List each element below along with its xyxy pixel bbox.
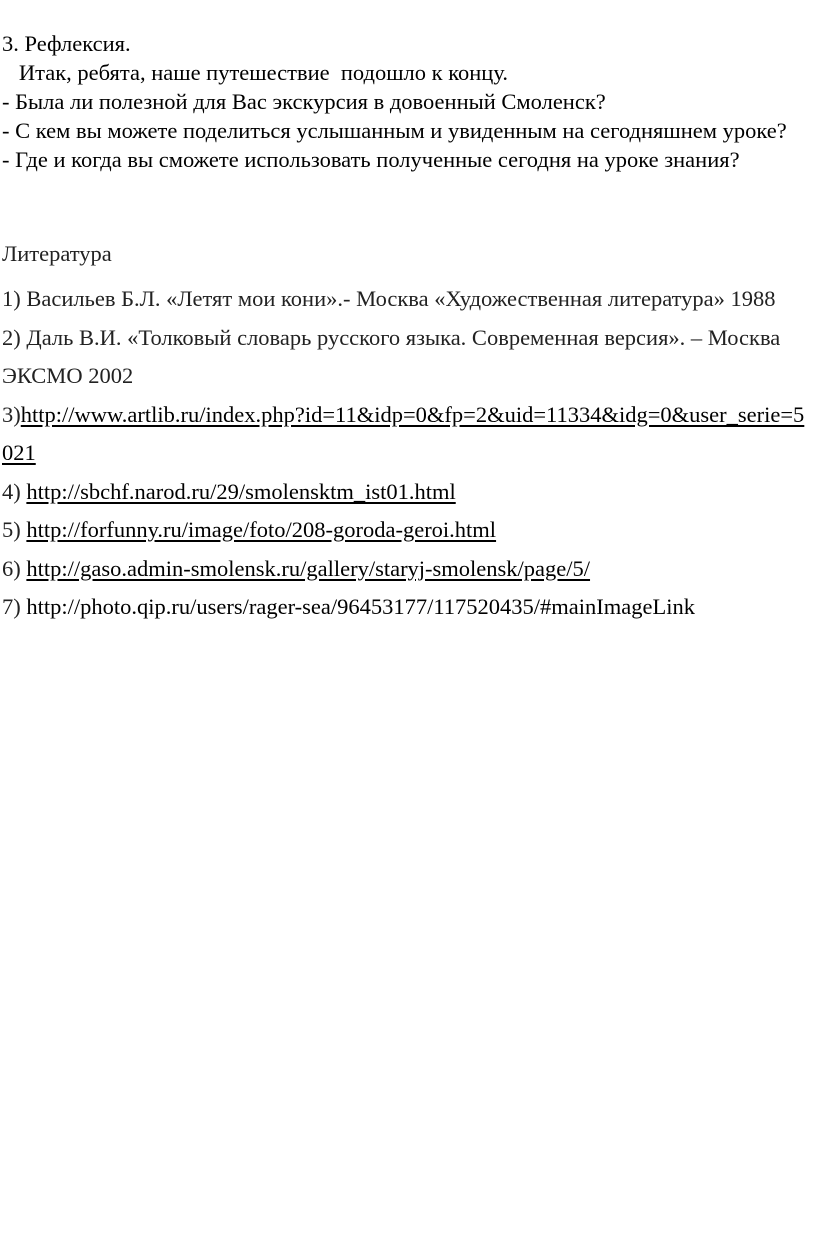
literature-item-number: 1): [2, 286, 27, 311]
literature-item-4: [2, 473, 814, 512]
reflection-question-3: - Где и когда вы сможете использовать полученные сегодня на уроке знания?: [2, 147, 740, 172]
literature-item-7: [2, 588, 814, 627]
reflection-question-2: - С кем вы можете поделиться услышанным и увиденным на сегодняшнем уроке?: [2, 118, 787, 143]
reflection-section: [2, 29, 814, 174]
literature-item-6: [2, 550, 814, 589]
reflection-intro: Итак, ребята, наше путешествие подошло к концу.: [2, 60, 508, 85]
literature-link-sbchf[interactable]: http://sbchf.narod.ru/29/smolensktm_ist01.html: [26, 478, 456, 504]
literature-link-gaso[interactable]: http://gaso.admin-smolensk.ru/gallery/staryj-smolensk/page/5/: [26, 555, 591, 581]
literature-item-text: Васильев Б.Л. «Летят мои кони».- Москва «Художественная литература» 1988: [26, 286, 776, 311]
literature-url-photo-qip: http://photo.qip.ru/users/rager-sea/96453177/117520435/#mainImageLink: [26, 594, 695, 619]
reflection-heading: 3. Рефлексия.: [2, 31, 131, 56]
literature-item-number: 3): [2, 401, 21, 427]
literature-heading: Литература: [2, 241, 112, 266]
literature-list: [2, 280, 814, 627]
literature-item-5: [2, 511, 814, 550]
literature-item-number: 4): [2, 478, 27, 504]
literature-item-number: 2): [2, 324, 27, 350]
literature-item-number: 6): [2, 555, 27, 581]
literature-item-number: 7): [2, 594, 27, 619]
literature-item-3: [2, 396, 814, 473]
literature-link-forfunny[interactable]: http://forfunny.ru/image/foto/208-goroda-geroi.html: [26, 517, 497, 542]
literature-item-text: Даль В.И. «Толковый словарь русского языка. Современная версия». – Москва ЭКСМО 2002: [2, 324, 781, 388]
reflection-question-1: - Была ли полезной для Вас экскурсия в довоенный Смоленск?: [2, 89, 606, 114]
literature-item-number: 5): [2, 517, 27, 542]
literature-item-2: [2, 319, 814, 396]
literature-item-1: [2, 280, 814, 319]
literature-link-artlib[interactable]: http://www.artlib.ru/index.php?id=11&idp=0&fp=2&uid=11334&idg=0&user_serie=5021: [2, 401, 805, 465]
